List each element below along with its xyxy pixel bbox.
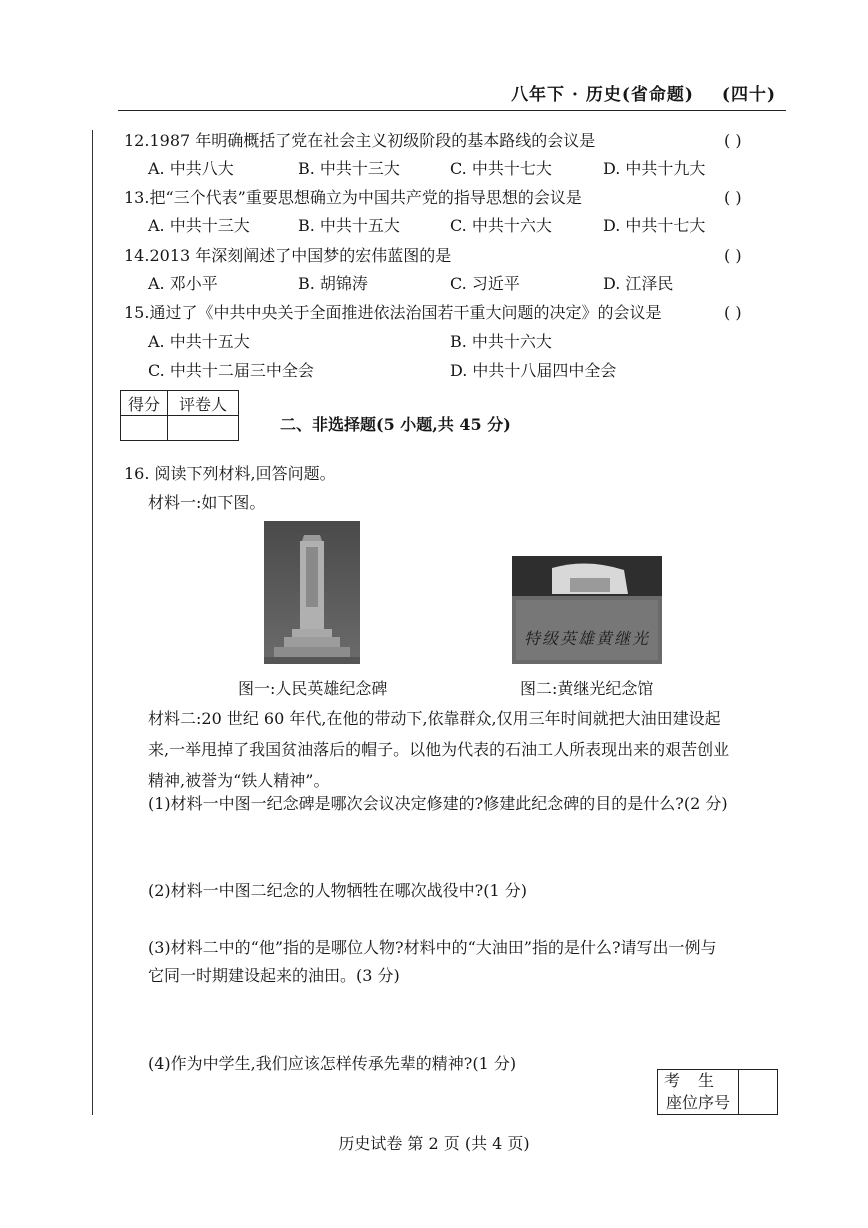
sub-question-3-line-2: 它同一时期建设起来的油田。(3 分) <box>148 966 400 985</box>
question-number: 13. <box>124 188 150 207</box>
material-2 <box>148 703 778 796</box>
sub-question-1: (1)材料一中图一纪念碑是哪次会议决定修建的?修建此纪念碑的目的是什么?(2 分) <box>148 794 728 813</box>
answer-paren: ( ) <box>724 131 742 150</box>
score-cell <box>121 416 168 441</box>
memorial-sign-text: 特级英雄黄继光 <box>523 629 650 648</box>
option-c: C. 中共十七大 <box>450 159 552 178</box>
option-a: A. 中共十三大 <box>148 216 250 235</box>
header-rule <box>118 110 786 111</box>
question-16-intro: 16. 阅读下列材料,回答问题。 <box>124 464 336 483</box>
question-13 <box>124 187 784 209</box>
answer-paren: ( ) <box>724 303 742 322</box>
option-b: B. 中共十三大 <box>298 159 400 178</box>
question-15 <box>124 302 784 324</box>
question-14 <box>124 245 784 267</box>
sub-question-4: (4)作为中学生,我们应该怎样传承先辈的精神?(1 分) <box>148 1054 517 1073</box>
option-c: C. 中共十二届三中全会 <box>148 361 314 380</box>
option-c: C. 习近平 <box>450 274 520 293</box>
question-text: 把“三个代表”重要思想确立为中国共产党的指导思想的会议是 <box>149 188 582 207</box>
sub-question-3-line-1: (3)材料二中的“他”指的是哪位人物?材料中的“大油田”指的是什么?请写出一例与 <box>148 938 717 957</box>
sub-question-3 <box>148 934 788 990</box>
question-number: 14. <box>124 246 150 265</box>
figure-1-caption: 图一:人民英雄纪念碑 <box>238 679 388 698</box>
material-2-line-3: 精神,被誉为“铁人精神”。 <box>148 771 330 790</box>
option-d: D. 中共十八届四中全会 <box>450 361 617 380</box>
page-footer: 历史试卷 第 2 页 (共 4 页) <box>338 1134 530 1153</box>
monument-image <box>264 521 360 664</box>
binding-margin-line <box>92 130 93 1115</box>
option-a: A. 中共八大 <box>148 159 234 178</box>
answer-paren: ( ) <box>724 188 742 207</box>
option-d: D. 中共十七大 <box>603 216 706 235</box>
header-code: (四十) <box>721 85 776 105</box>
option-d: D. 中共十九大 <box>603 159 706 178</box>
figure-2-caption: 图二:黄继光纪念馆 <box>520 679 654 698</box>
answer-paren: ( ) <box>724 246 742 265</box>
question-12 <box>124 130 784 152</box>
seat-number-field[interactable] <box>739 1070 778 1115</box>
seat-label-line-2: 座位序号 <box>665 1093 730 1112</box>
page-header <box>511 80 776 105</box>
score-label: 得分 <box>121 391 168 416</box>
grader-cell <box>168 416 239 441</box>
question-number: 15. <box>124 303 150 322</box>
grader-label: 评卷人 <box>168 391 239 416</box>
sub-question-2: (2)材料一中图二纪念的人物牺牲在哪次战役中?(1 分) <box>148 881 527 900</box>
question-text: 2013 年深刻阐述了中国梦的宏伟蓝图的是 <box>149 246 452 265</box>
seat-number-box <box>657 1069 778 1115</box>
question-number: 12. <box>124 131 150 150</box>
question-text: 1987 年明确概括了党在社会主义初级阶段的基本路线的会议是 <box>149 131 596 150</box>
monument-photo <box>264 521 360 664</box>
option-d: D. 江泽民 <box>603 274 674 293</box>
memorial-hall-photo <box>512 556 662 664</box>
option-c: C. 中共十六大 <box>450 216 552 235</box>
material-1-label: 材料一:如下图。 <box>148 493 266 512</box>
header-subject: 八年下 · 历史(省命题) <box>511 85 694 105</box>
section-title: 二、非选择题(5 小题,共 45 分) <box>280 415 511 434</box>
option-a: A. 中共十五大 <box>148 332 250 351</box>
option-b: B. 胡锦涛 <box>298 274 368 293</box>
question-text: 通过了《中共中央关于全面推进依法治国若干重大问题的决定》的会议是 <box>149 303 662 322</box>
option-a: A. 邓小平 <box>148 274 218 293</box>
option-b: B. 中共十五大 <box>298 216 400 235</box>
material-2-line-1: 材料二:20 世纪 60 年代,在他的带动下,依靠群众,仅用三年时间就把大油田建设起 <box>148 709 721 728</box>
material-2-line-2: 来,一举甩掉了我国贫油落后的帽子。以他为代表的石油工人所表现出来的艰苦创业 <box>148 740 730 759</box>
seat-label-line-1: 考生 <box>663 1071 732 1090</box>
seat-label <box>658 1070 739 1115</box>
option-b: B. 中共十六大 <box>450 332 552 351</box>
score-table <box>120 390 239 441</box>
